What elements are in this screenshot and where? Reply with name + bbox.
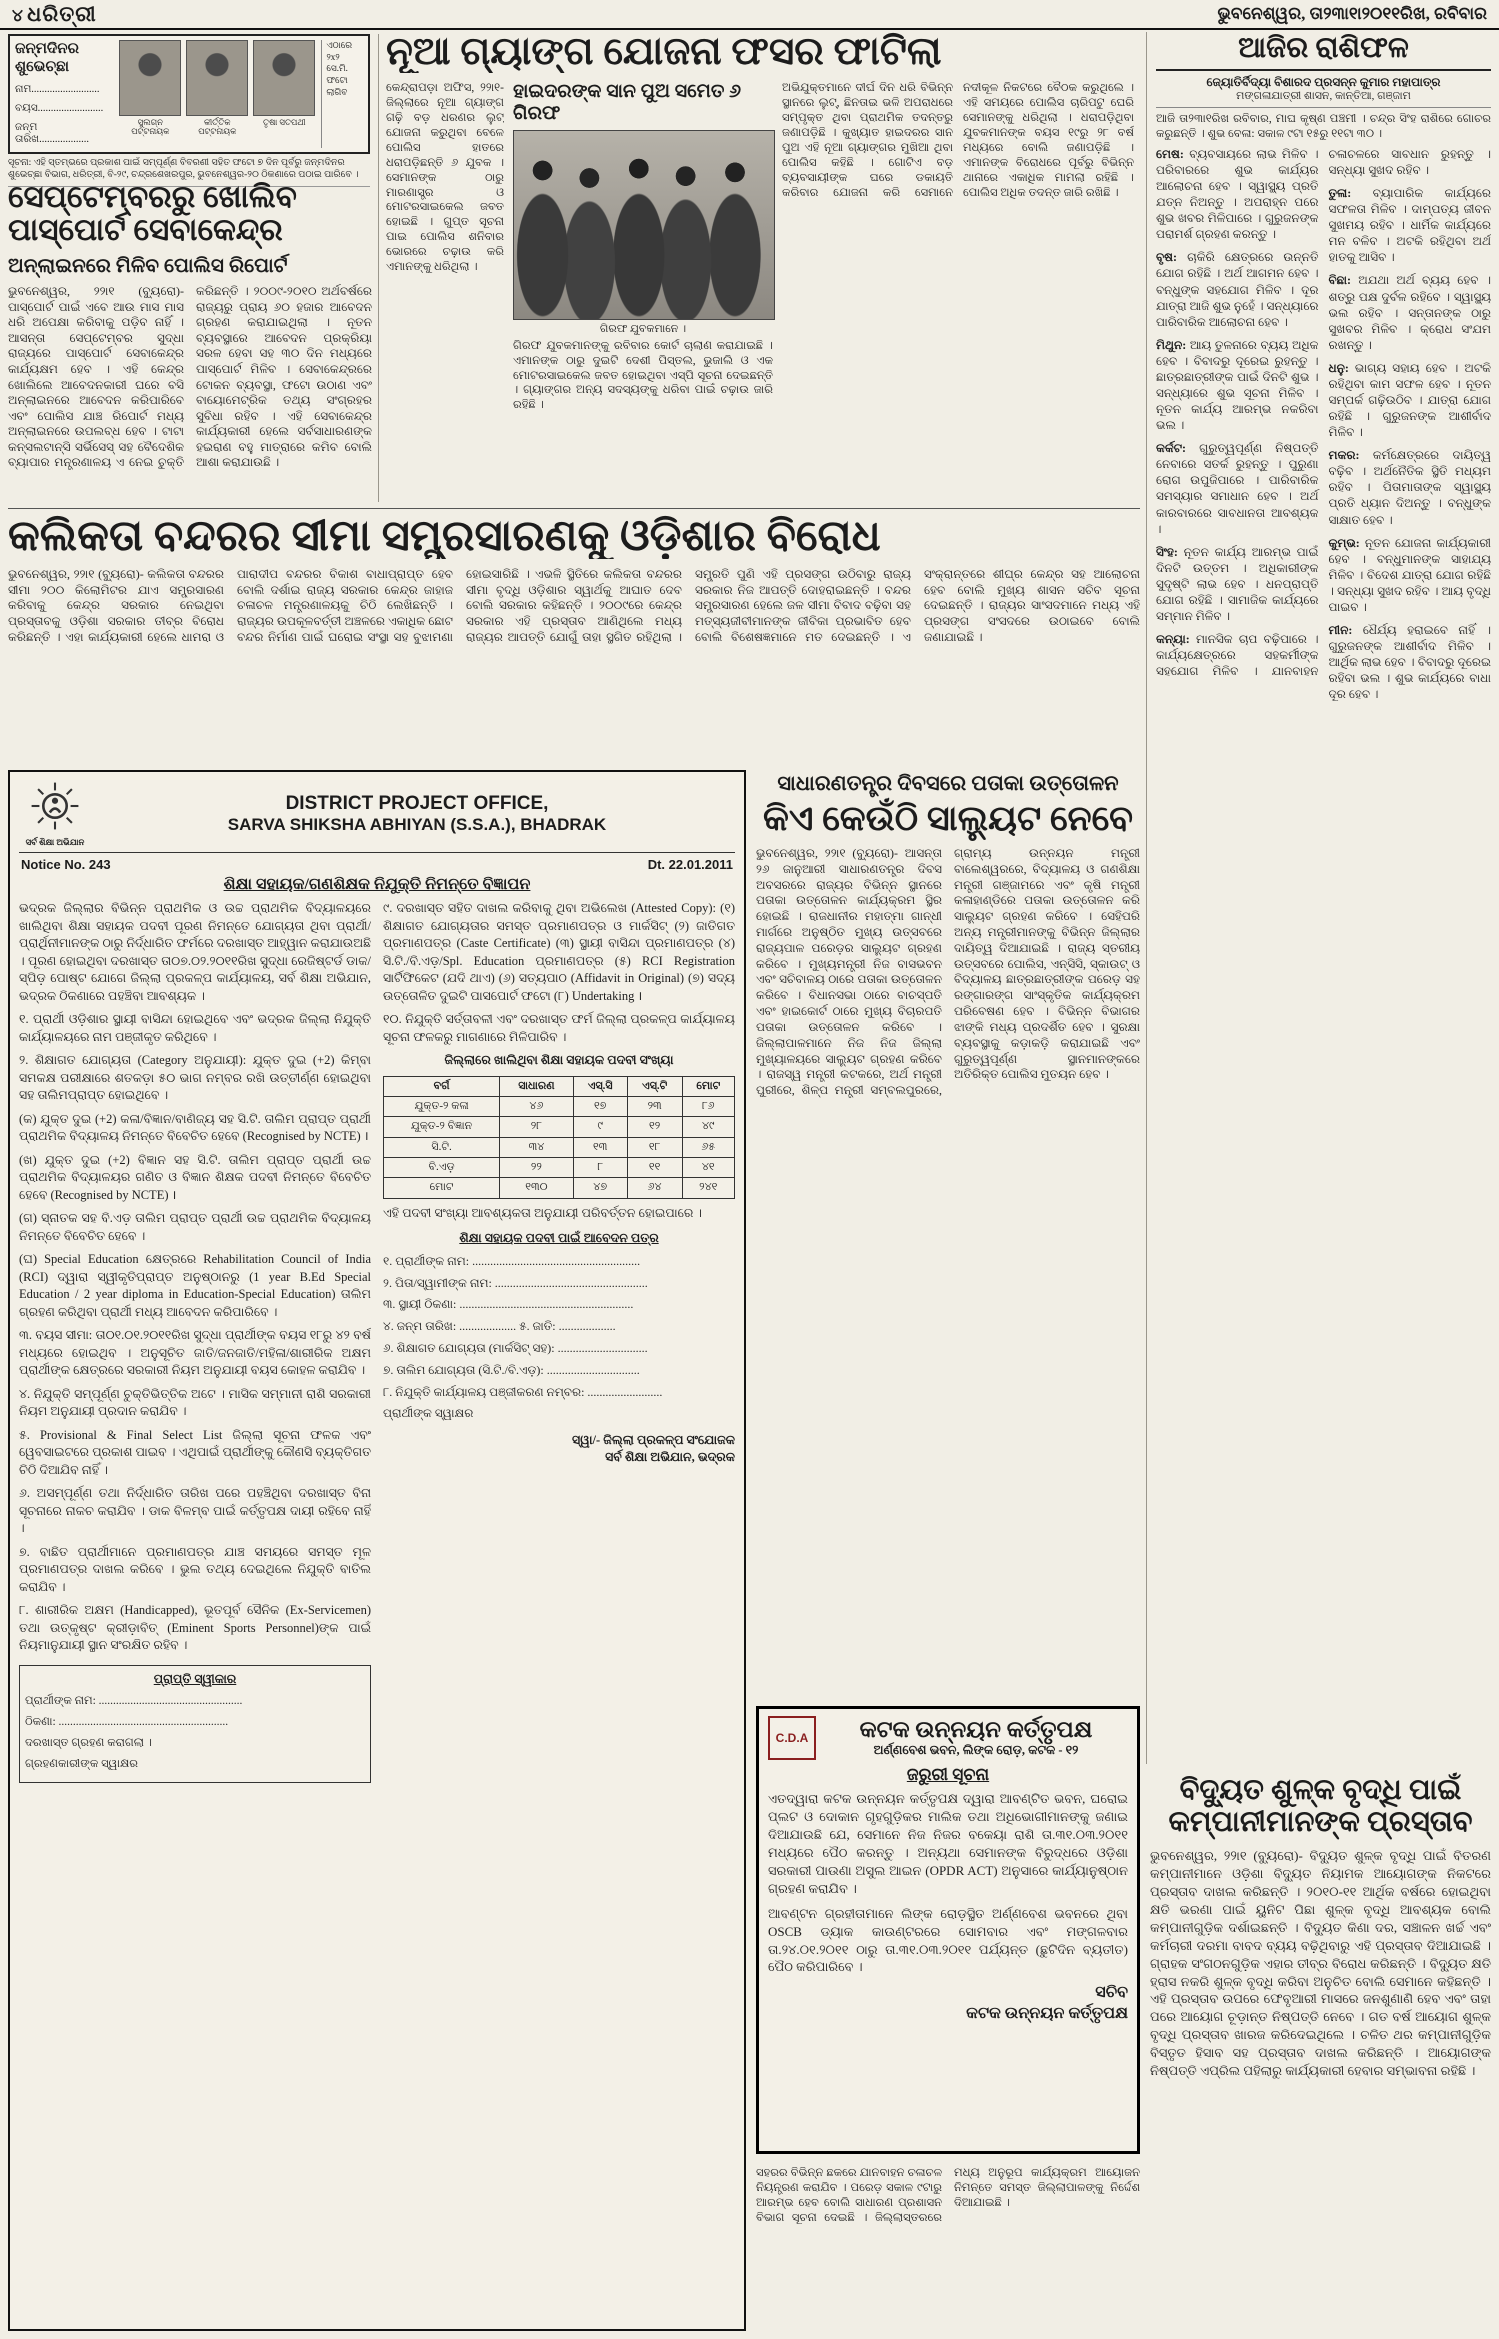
vacancy-table-row: ମୋଟ ୧୩୦ ୪୭ ୬୪ ୨୪୧	[384, 1178, 735, 1198]
ssa-paragraph: ୭. ବାଛିତ ପ୍ରାର୍ଥୀମାନେ ପ୍ରମାଣପତ୍ର ଯାଞ୍ଚ ସମୟରେ ସମସ୍ତ ମୂଳ ପ୍ରମାଣପତ୍ର ଦାଖଲ କରିବେ । ଭୁଲ ତଥ୍ୟ ଦେଇଥିଲେ ନିଯୁକ୍ତି ବାତିଲ କରାଯିବ ।	[19, 1544, 371, 1594]
ssa-paragraph: (କ) ଯୁକ୍ତ ଦୁଇ (+2) କଳା/ବିଜ୍ଞାନ/ବାଣିଜ୍ୟ ସହ ସି.ଟି. ତାଲିମ ପ୍ରାପ୍ତ ପ୍ରାର୍ଥୀ ପ୍ରାଥମିକ ବିଦ୍ୟାଳୟ ନିମନ୍ତେ ବିବେଚିତ ହେବେ (Recognised by NCTE) ।	[19, 1111, 371, 1143]
horoscope-sign-entry	[1156, 337, 1319, 433]
zodiac-sign-text: ଭାଗ୍ୟ ସହାୟ ହେବ । ଅଟକି ରହିଥିବା କାମ ସଫଳ ହେବ । ନୂତନ ସମ୍ପର୍କ ଗଢ଼ିଉଠିବ । ଯାତ୍ରା ଯୋଗ ରହିଛି । ଗୁରୁଜନଙ୍କ ଆଶୀର୍ବାଦ ମିଳିବ ।	[1328, 360, 1491, 440]
ssa-paragraph: ୧. ପ୍ରାର୍ଥୀ ଓଡ଼ିଶାର ସ୍ଥାୟୀ ବାସିନ୍ଦା ହୋଇଥିବେ ଏବଂ ଭଦ୍ରକ ଜିଲ୍ଲା ନିଯୁକ୍ତି କାର୍ଯ୍ୟାଳୟରେ ନାମ ପଞ୍ଜୀକୃତ କରିଥିବେ ।	[19, 1012, 371, 1044]
port-article	[8, 514, 1140, 755]
ssa-paragraph: ୬. ଅସମ୍ପୂର୍ଣ୍ଣ ତଥା ନିର୍ଦ୍ଧାରିତ ତାରିଖ ପରେ ପହଞ୍ଚିଥିବା ଦରଖାସ୍ତ ବିନା ସୂଚନାରେ ନାକଚ କରାଯିବ । ଡାକ ବିଳମ୍ବ ପାଇଁ କର୍ତ୍ତୃପକ୍ଷ ଦାୟୀ ରହିବେ ନାହିଁ ।	[19, 1486, 371, 1535]
ssa-signature-line2: ସର୍ବ ଶିକ୍ଷା ଅଭିଯାନ, ଭଦ୍ରକ	[605, 1450, 735, 1465]
cda-paragraph: ଏତଦ୍ୱାରା କଟକ ଉନ୍ନୟନ କର୍ତ୍ତୃପକ୍ଷ ଦ୍ୱାରା ଆବଣ୍ଟିତ ଭବନ, ଘରୋଇ ପ୍ଲଟ ଓ ଦୋକାନ ଗୃହଗୁଡ଼ିକର ମାଲିକ ତଥା ଅଧିଭୋଗୀମାନଙ୍କୁ ଜଣାଇ ଦିଆଯାଉଛି ଯେ, ସେମାନେ ନିଜ ନିଜର ବକେୟା ରାଶି ତା.୩୧.୦୩.୨୦୧୧ ମଧ୍ୟରେ ପୈଠ କରନ୍ତୁ । ଅନ୍ୟଥା ସେମାନଙ୍କ ବିରୁଦ୍ଧରେ ଓଡ଼ିଶା ସରକାରୀ ପାଉଣା ଅସୁଲ ଆଇନ (OPDR ACT) ଅନୁସାରେ କାର୍ଯ୍ୟାନୁଷ୍ଠାନ ଗ୍ରହଣ କରାଯିବ ।	[768, 1791, 1128, 1896]
vacancy-table-row: ଯୁକ୍ତ-୨ ବିଜ୍ଞାନ ୨୮ ୯ ୧୨ ୪୯	[384, 1117, 735, 1137]
birthday-photos	[119, 40, 315, 148]
ssa-paragraph: ୮. ଶାରୀରିକ ଅକ୍ଷମ (Handicapped), ଭୂତପୂର୍ବ ସୈନିକ (Ex-Servicemen) ତଥା ଉତ୍କୃଷ୍ଟ କ୍ରୀଡ଼ାବିତ୍ (Eminent Sports Personnel)ଙ୍କ ପାଇଁ ନିୟମାନୁଯାୟୀ ସ୍ଥାନ ସଂରକ୍ଷିତ ରହିବ ।	[19, 1603, 371, 1652]
ssa-header	[19, 780, 735, 853]
cda-signature-line1: ସଚିବ	[1095, 1984, 1128, 2002]
gang-article	[386, 32, 1142, 489]
vacancy-table-note: ଏହି ପଦବୀ ସଂଖ୍ୟା ଆବଶ୍ୟକତା ଅନୁଯାୟୀ ପରିବର୍ତ୍ତନ ହୋଇପାରେ ।	[383, 1205, 703, 1220]
ssa-paragraph: ୪. ନିଯୁକ୍ତି ସମ୍ପୂର୍ଣ୍ଣ ଚୁକ୍ତିଭିତ୍ତିକ ଅଟେ । ମାସିକ ସମ୍ମାନୀ ରାଶି ସରକାରୀ ନିୟମ ଅନୁଯାୟୀ ପ୍ରଦାନ କରାଯିବ ।	[19, 1386, 371, 1418]
acknowledgement-title: ପ୍ରାପ୍ତି ସ୍ୱୀକାର	[153, 1671, 237, 1686]
horoscope-section	[1146, 32, 1491, 1764]
port-body: ଭୁବନେଶ୍ୱର, ୨୨ା୧ (ବ୍ୟୁରୋ)- କଲିକତା ବନ୍ଦରର ସୀମା ୨୦୦ କିଲୋମିଟର ଯାଏ ସମ୍ପ୍ରସାରଣ କରିବାକୁ କେନ୍ଦ୍ର ସରକାର ନେଇଥିବା ପ୍ରସ୍ତାବକୁ ଓଡ଼ିଶା ସରକାର ତୀବ୍ର ବିରୋଧ କରିଛନ୍ତି । ଏହା କାର୍ଯ୍ୟକାରୀ ହେଲେ ଧାମରା ଓ ପାରାଦୀପ ବନ୍ଦରର ବିକାଶ ବାଧାପ୍ରାପ୍ତ ହେବ ବୋଲି ଦର୍ଶାଇ ରାଜ୍ୟ ସରକାର କେନ୍ଦ୍ର ଜାହାଜ ଚଳାଚଳ ମନ୍ତ୍ରଣାଳୟକୁ ଚିଠି ଲେଖିଛନ୍ତି । ରାଜ୍ୟର ଉପକୂଳବର୍ତ୍ତୀ ଅଞ୍ଚଳରେ ଏକାଧିକ ଛୋଟ ବନ୍ଦର ନିର୍ମାଣ ପାଇଁ ଘରୋଇ ସଂସ୍ଥା ସହ ବୁଝାମଣା ହୋଇସାରିଛି । ଏଭଳି ସ୍ଥିତିରେ କଲିକତା ବନ୍ଦରର ସୀମା ବୃଦ୍ଧି ଓଡ଼ିଶାର ସ୍ୱାର୍ଥକୁ ଆଘାତ ଦେବ ବୋଲି ସରକାର କହିଛନ୍ତି । ୨୦୦୯ରେ କେନ୍ଦ୍ର ସରକାର ଏହି ପ୍ରସ୍ତାବ ଆଣିଥିଲେ ମଧ୍ୟ ରାଜ୍ୟର ଆପତ୍ତି ଯୋଗୁଁ ତାହା ସ୍ଥଗିତ ରହିଥିଲା । ସମ୍ପ୍ରତି ପୁଣି ଏହି ପ୍ରସଙ୍ଗ ଉଠିବାରୁ ରାଜ୍ୟ ସରକାର ନିଜ ଆପତ୍ତି ଦୋହରାଇଛନ୍ତି । ବନ୍ଦର ସମ୍ପ୍ରସାରଣ ହେଲେ ଜଳ ସୀମା ବିବାଦ ବଢ଼ିବା ସହ ମତ୍ସ୍ୟଜୀବୀମାନଙ୍କ ଜୀବିକା ପ୍ରଭାବିତ ହେବ ବୋଲି ବିଶେଷଜ୍ଞମାନେ ମତ ଦେଇଛନ୍ତି । ଏ ସଂକ୍ରାନ୍ତରେ ଶୀଘ୍ର କେନ୍ଦ୍ର ସହ ଆଲୋଚନା ହେବ ବୋଲି ମୁଖ୍ୟ ଶାସନ ସଚିବ ସୂଚନା ଦେଇଛନ୍ତି । ରାଜ୍ୟର ସାଂସଦମାନେ ମଧ୍ୟ ଏହି ପ୍ରସଙ୍ଗ ସଂସଦରେ ଉଠାଇବେ ବୋଲି ଜଣାଯାଇଛି ।	[8, 567, 1140, 644]
application-form-line: ୧. ପ୍ରାର୍ଥୀଙ୍କ ନାମ: ........................................................	[383, 1253, 641, 1268]
zodiac-sign-name: ମେଷ:	[1156, 146, 1184, 161]
astrologer-address: ମଙ୍ଗଳାଯାତ୍ରୀ ଶାସନ, କାନ୍ତିଆ, ଗଞ୍ଜାମ	[1156, 90, 1491, 108]
birthday-photo-caption: ସୁଲଗ୍ନ ପଟ୍ଟନାୟକ	[131, 117, 170, 137]
birthday-field: ବୟସ.........................	[15, 103, 104, 114]
salute-headline: କିଏ କେଉଁଠି ସାଲ୍ୟୁଟ ନେବେ	[762, 799, 1134, 839]
zodiac-sign-text: ଅଯଥା ଅର୍ଥ ବ୍ୟୟ ହେବ । ଶତ୍ରୁ ପକ୍ଷ ଦୁର୍ବଳ ରହିବେ । ସ୍ୱାସ୍ଥ୍ୟ ଭଲ ରହିବ । ସନ୍ତାନଙ୍କ ଠାରୁ ସୁଖବର ମିଳିବ । କ୍ରୋଧ ସଂଯମ ରଖନ୍ତୁ ।	[1328, 273, 1491, 352]
birthday-photo-caption: ତୃଷା ସତପଥୀ	[263, 117, 306, 127]
horoscope-sign-entry	[1329, 622, 1492, 702]
horoscope-sign-entry	[1156, 440, 1319, 536]
astrologer-name: ଜ୍ୟୋତିର୍ବିଦ୍ୟା ବିଶାରଦ ପ୍ରସନ୍ନ କୁମାର ମହାପାତ୍ର	[1206, 75, 1441, 89]
ssa-column-right	[383, 900, 735, 2280]
birthday-photo-item	[119, 40, 181, 148]
zodiac-sign-name: କୁମ୍ଭ:	[1328, 535, 1360, 550]
ssa-paragraph: ଭଦ୍ରକ ଜିଲ୍ଲାର ବିଭିନ୍ନ ପ୍ରାଥମିକ ଓ ଉଚ୍ଚ ପ୍ରାଥମିକ ବିଦ୍ୟାଳୟରେ ଖାଲିଥିବା ଶିକ୍ଷା ସହାୟକ ପଦବୀ ପୂରଣ ନିମନ୍ତେ ଯୋଗ୍ୟତା ଥିବା ପ୍ରାର୍ଥୀ/ପ୍ରାର୍ଥିନୀମାନଙ୍କ ଠାରୁ ନିର୍ଦ୍ଧାରିତ ଫର୍ମରେ ଦରଖାସ୍ତ ଆହ୍ୱାନ କରାଯାଉଅଛି । ପୂରଣ ହୋଇଥିବା ଦରଖାସ୍ତ ତା୦୭.୦୨.୨୦୧୧ରିଖ ସୁଦ୍ଧା ରେଜିଷ୍ଟର୍ଡ ଡାକ/ସ୍ପିଡ଼ ପୋଷ୍ଟ ଯୋଗେ ଜିଲ୍ଲା ପ୍ରକଳ୍ପ କାର୍ଯ୍ୟାଳୟ, ସର୍ବ ଶିକ୍ଷା ଅଭିଯାନ, ଭଦ୍ରକ ଠିକଣାରେ ପହଞ୍ଚିବା ଆବଶ୍ୟକ ।	[19, 901, 371, 1003]
port-headline: କଲିକତା ବନ୍ଦରର ସୀମା ସମ୍ପ୍ରସାରଣକୁ ଓଡ଼ିଶାର ବିରୋଧ	[8, 514, 881, 560]
horoscope-title: ଆଜିର ରାଶିଫଳ	[1156, 32, 1491, 71]
gang-body-below-photo: ଗିରଫ ଯୁବକମାନଙ୍କୁ ରବିବାର କୋର୍ଟ ଚାଲାଣ କରାଯାଇଛି । ଏମାନଙ୍କ ଠାରୁ ଦୁଇଟି ଦେଶୀ ପିସ୍ତଲ, ଭୁଜାଲି ଓ ଏକ ମୋଟରସାଇକେଲ ଜବତ ହୋଇଥିବା ଏସ୍‌ପି ସୂଚନା ଦେଇଛନ୍ତି । ଗ୍ୟାଙ୍ଗର ଅନ୍ୟ ସଦସ୍ୟଙ୍କୁ ଧରିବା ପାଇଁ ଚଢ଼ାଉ ଜାରି ରହିଛି ।	[513, 339, 773, 412]
horoscope-sign-entry	[1329, 185, 1492, 265]
acknowledgement-lines	[25, 1693, 365, 1772]
vacancy-table	[383, 1076, 735, 1199]
ssa-logo-icon	[29, 780, 81, 832]
salute-kicker: ସାଧାରଣତନ୍ତ୍ର ଦିବସରେ ପତାକା ଉତ୍ତୋଳନ	[777, 771, 1119, 795]
horoscope-sign-entry	[1329, 535, 1492, 615]
ssa-column-left	[19, 900, 371, 2280]
application-form-lines	[383, 1253, 735, 1422]
acknowledgement-line: ପ୍ରାର୍ଥୀଙ୍କ ନାମ: ..................................................	[25, 1695, 243, 1707]
ssa-paragraph: (ଗ) ସ୍ନାତକ ସହ ବି.ଏଡ଼ ତାଲିମ ପ୍ରାପ୍ତ ପ୍ରାର୍ଥୀ ଉଚ୍ଚ ପ୍ରାଥମିକ ବିଦ୍ୟାଳୟ ନିମନ୍ତେ ବିବେଚିତ ହେବେ ।	[19, 1211, 371, 1243]
ssa-paragraph: ୯. ଦରଖାସ୍ତ ସହିତ ଦାଖଲ କରିବାକୁ ଥିବା ଅଭିଲେଖ (Attested Copy): (୧) ଶିକ୍ଷାଗତ ଯୋଗ୍ୟତାର ସମସ୍ତ ପ୍ରମାଣପତ୍ର ଓ ମାର୍କସିଟ୍ (୨) ଜାତିଗତ ପ୍ରମାଣପତ୍ର (Caste Certificate) (୩) ସ୍ଥାୟୀ ବାସିନ୍ଦା ପ୍ରମାଣପତ୍ର (୪) ସି.ଟି./ବି.ଏଡ଼/Spl. Education ପ୍ରମାଣପତ୍ର (୫) RCI Registration ସାର୍ଟିଫିକେଟ (ଯଦି ଥାଏ) (୬) ସତ୍ୟପାଠ (Affidavit in Original) (୭) ସଦ୍ୟ ଉତ୍ତୋଳିତ ଦୁଇଟି ପାସପୋର୍ଟ ଫଟୋ (୮) Undertaking ।	[383, 901, 735, 1003]
birthday-field: ନାମ..........................	[15, 84, 100, 95]
cda-header	[768, 1716, 1128, 1760]
cda-paragraph: ଆବଣ୍ଟନ ଗ୍ରହୀତାମାନେ ଲିଙ୍କ ରୋଡ଼ସ୍ଥିତ ଅର୍ଣ୍ଣବେଶ ଭବନରେ ଥିବା OSCB ଡ୍ୟାକ କାଉଣ୍ଟରରେ ସୋମବାର ଏବଂ ମଙ୍ଗଳବାର ତା.୨୪.୦୧.୨୦୧୧ ଠାରୁ ତା.୩୧.୦୩.୨୦୧୧ ପର୍ଯ୍ୟନ୍ତ (ଛୁଟିଦିନ ବ୍ୟତୀତ) ପୈଠ କରିପାରିବେ ।	[768, 1905, 1128, 1975]
acknowledgement-line: ଦରଖାସ୍ତ ଗ୍ରହଣ କରାଗଲା ।	[25, 1737, 152, 1750]
ssa-paragraph: (ଘ) Special Education କ୍ଷେତ୍ରରେ Rehabilitation Council of India (RCI) ଦ୍ୱାରା ସ୍ୱୀକୃତିପ୍ରାପ୍ତ ଅନୁଷ୍ଠାନରୁ (1 year B.Ed Special Education / 2 year diploma in Education-Special Education) ତାଲିମ ଗ୍ରହଣ କରିଥିବା ପ୍ରାର୍ଥୀ ମଧ୍ୟ ଆବେଦନ କରିପାରିବେ ।	[19, 1252, 371, 1319]
ssa-recruitment-notice	[8, 770, 746, 2331]
birthday-form	[15, 40, 113, 148]
zodiac-sign-text: ଚାକିରି କ୍ଷେତ୍ରରେ ଉନ୍ନତି ଯୋଗ ରହିଛି । ଅର୍ଥ ଆଗମନ ହେବ । ବନ୍ଧୁଙ୍କ ସହଯୋଗ ମିଳିବ । ଦୂର ଯାତ୍ରା ଆଜି ଶୁଭ ନୁହେଁ । ସନ୍ଧ୍ୟାରେ ପାରିବାରିକ ଆଲୋଚନା ହେବ ।	[1156, 250, 1319, 329]
ssa-notice-date: Dt. 22.01.2011	[647, 857, 733, 872]
zodiac-sign-text: ମାନସିକ ଚାପ ବଢ଼ିପାରେ । କାର୍ଯ୍ୟକ୍ଷେତ୍ରରେ ସହକର୍ମୀଙ୍କ ସହଯୋଗ ମିଳିବ । ଯାନବାହନ ଚଳାଚଳରେ ସାବଧାନ ରୁହନ୍ତୁ । ସନ୍ଧ୍ୟା ସୁଖଦ ରହିବ ।	[1156, 146, 1491, 679]
gang-column-left: କେନ୍ଦ୍ରାପଡ଼ା ଅଫିସ, ୨୨ା୧- ଜିଲ୍ଲାରେ ନୂଆ ଗ୍ୟାଙ୍ଗ ଗଢ଼ି ବଡ଼ ଧରଣର ଲୁଟ୍ ଯୋଜନା କରୁଥିବା ବେଳେ ପୋଲିସ ହାତରେ ଧରାପଡ଼ିଛନ୍ତି ୬ ଯୁବକ । ସେମାନଙ୍କ ଠାରୁ ମାରଣାସ୍ତ୍ର ଓ ମୋଟରସାଇକେଲ ଜବତ ହୋଇଛି । ଗୁପ୍ତ ସୂଚନା ପାଇ ପୋଲିସ ଶନିବାର ଭୋରରେ ଚଢ଼ାଉ କରି ଏମାନଙ୍କୁ ଧରିଥିଲା ।	[386, 81, 504, 274]
gang-column-center	[513, 81, 773, 489]
ssa-signature-line1: ସ୍ୱା/- ଜିଲ୍ଲା ପ୍ରକଳ୍ପ ସଂଯୋଜକ	[572, 1433, 735, 1448]
power-body: ଭୁବନେଶ୍ୱର, ୨୨ା୧ (ବ୍ୟୁରୋ)- ବିଦ୍ୟୁତ ଶୁଳ୍କ ବୃଦ୍ଧି ପାଇଁ ବିତରଣ କମ୍ପାନୀମାନେ ଓଡ଼ିଶା ବିଦ୍ୟୁତ ନିୟାମକ ଆୟୋଗଙ୍କ ନିକଟରେ ପ୍ରସ୍ତାବ ଦାଖଲ କରିଛନ୍ତି । ୨୦୧୦-୧୧ ଆର୍ଥିକ ବର୍ଷରେ ହୋଇଥିବା କ୍ଷତି ଭରଣା ପାଇଁ ୟୁନିଟ ପିଛା ଶୁଳ୍କ ବୃଦ୍ଧି ଆବଶ୍ୟକ ବୋଲି କମ୍ପାନୀଗୁଡ଼ିକ ଦର୍ଶାଇଛନ୍ତି । ବିଦ୍ୟୁତ କିଣା ଦର, ସଞ୍ଚାଳନ ଖର୍ଚ୍ଚ ଏବଂ କର୍ମଚାରୀ ଦରମା ବାବଦ ବ୍ୟୟ ବଢ଼ିଥିବାରୁ ଏହି ପ୍ରସ୍ତାବ ଦିଆଯାଇଛି । ଗ୍ରାହକ ସଂଗଠନଗୁଡ଼ିକ ଏହାର ତୀବ୍ର ବିରୋଧ କରିଛନ୍ତି । ବିଦ୍ୟୁତ କ୍ଷତି ହ୍ରାସ ନକରି ଶୁଳ୍କ ବୃଦ୍ଧି କରିବା ଅନୁଚିତ ବୋଲି ସେମାନେ କହିଛନ୍ତି । ଏହି ପ୍ରସ୍ତାବ ଉପରେ ଫେବୃଆରୀ ମାସରେ ଜନଶୁଣାଣି ହେବ ଏବଂ ତାହା ପରେ ଆୟୋଗ ଚୂଡ଼ାନ୍ତ ନିଷ୍ପତ୍ତି ନେବେ । ଗତ ବର୍ଷ ଆୟୋଗ ଶୁଳ୍କ ବୃଦ୍ଧି ପ୍ରସ୍ତାବ ଖାରଜ କରିଦେଇଥିଲେ । ଚଳିତ ଥର କମ୍ପାନୀଗୁଡ଼ିକ ବିସ୍ତୃତ ହିସାବ ସହ ପ୍ରସ୍ତାବ ଦାଖଲ କରିଛନ୍ତି । ଆୟୋଗଙ୍କ ନିଷ୍ପତ୍ତି ଏପ୍ରିଲ ପହିଲାରୁ କାର୍ଯ୍ୟକାରୀ ହେବାର ସମ୍ଭାବନା ରହିଛି ।	[1150, 1847, 1491, 2079]
ssa-logo	[19, 780, 91, 848]
salute-body: ଭୁବନେଶ୍ୱର, ୨୨ା୧ (ବ୍ୟୁରୋ)- ଆସନ୍ତା ୨୬ ଜାନୁଆରୀ ସାଧାରଣତନ୍ତ୍ର ଦିବସ ଅବସରରେ ରାଜ୍ୟର ବିଭିନ୍ନ ସ୍ଥାନରେ ପତାକା ଉତ୍ତୋଳନ କାର୍ଯ୍ୟକ୍ରମ ସ୍ଥିର ହୋଇଛି । ରାଜଧାନୀର ମହାତ୍ମା ଗାନ୍ଧୀ ମାର୍ଗରେ ଅନୁଷ୍ଠିତ ମୁଖ୍ୟ ଉତ୍ସବରେ ରାଜ୍ୟପାଳ ପରେଡ଼ର ସାଲ୍ୟୁଟ ଗ୍ରହଣ କରିବେ । ମୁଖ୍ୟମନ୍ତ୍ରୀ ନିଜ ବାସଭବନ ଏବଂ ସଚିବାଳୟ ଠାରେ ପତାକା ଉତ୍ତୋଳନ କରିବେ । ବିଧାନସଭା ଠାରେ ବାଚସ୍ପତି ଏବଂ ହାଇକୋର୍ଟ ଠାରେ ମୁଖ୍ୟ ବିଚାରପତି ପତାକା ଉତ୍ତୋଳନ କରିବେ । ଜିଲ୍ଲାପାଳମାନେ ନିଜ ନିଜ ଜିଲ୍ଲା ମୁଖ୍ୟାଳୟରେ ସାଲ୍ୟୁଟ ଗ୍ରହଣ କରିବେ । ରାଜସ୍ୱ ମନ୍ତ୍ରୀ କଟକରେ, ଅର୍ଥ ମନ୍ତ୍ରୀ ପୁରୀରେ, ଶିଳ୍ପ ମନ୍ତ୍ରୀ ସମ୍ବଲପୁରରେ, ଗ୍ରାମ୍ୟ ଉନ୍ନୟନ ମନ୍ତ୍ରୀ ବାଲେଶ୍ୱରରେ, ବିଦ୍ୟାଳୟ ଓ ଗଣଶିକ୍ଷା ମନ୍ତ୍ରୀ ଗଞ୍ଜାମରେ ଏବଂ କୃଷି ମନ୍ତ୍ରୀ କଳାହାଣ୍ଡିରେ ପତାକା ଉତ୍ତୋଳନ କରି ସାଲ୍ୟୁଟ ଗ୍ରହଣ କରିବେ । ସେହିପରି ଅନ୍ୟ ମନ୍ତ୍ରୀମାନଙ୍କୁ ବିଭିନ୍ନ ଜିଲ୍ଲାର ଦାୟିତ୍ୱ ଦିଆଯାଇଛି । ରାଜ୍ୟ ସ୍ତରୀୟ ଉତ୍ସବରେ ପୋଲିସ, ଏନ୍‌ସିସି, ସ୍କାଉଟ୍ ଓ ବିଦ୍ୟାଳୟ ଛାତ୍ରଛାତ୍ରୀଙ୍କ ପରେଡ଼ ସହ ରଙ୍ଗାରଙ୍ଗ ସାଂସ୍କୃତିକ କାର୍ଯ୍ୟକ୍ରମ ପରିବେଷଣ ହେବ । ବିଭିନ୍ନ ବିଭାଗର ଝାଙ୍କି ମଧ୍ୟ ପ୍ରଦର୍ଶିତ ହେବ । ସୁରକ୍ଷା ବ୍ୟବସ୍ଥାକୁ କଡ଼ାକଡ଼ି କରାଯାଇଛି ଏବଂ ଗୁରୁତ୍ୱପୂର୍ଣ୍ଣ ସ୍ଥାନମାନଙ୍କରେ ଅତିରିକ୍ତ ପୋଲିସ ମୁତୟନ ହେବ ।	[756, 845, 1140, 1098]
page-number: ୪	[12, 5, 23, 25]
ssa-col2-paragraphs	[383, 900, 735, 1046]
zodiac-sign-name: ସିଂହ:	[1156, 544, 1178, 559]
horoscope-sign-entry	[1156, 146, 1319, 242]
masthead	[0, 0, 1499, 30]
application-form-line: ୬. ଶିକ୍ଷାଗତ ଯୋଗ୍ୟତା (ମାର୍କସିଟ୍ ସହ): ..............................	[383, 1341, 648, 1356]
ssa-notice-number: Notice No. 243	[21, 857, 111, 872]
birthday-photo	[253, 40, 315, 116]
zodiac-sign-text: ଗୁରୁତ୍ୱପୂର୍ଣ୍ଣ ନିଷ୍ପତ୍ତି ନେବାରେ ସତର୍କ ରୁହନ୍ତୁ । ପୁରୁଣା ରୋଗ ଉପୁଜିପାରେ । ପାରିବାରିକ ସମସ୍ୟାର ସମାଧାନ ହେବ । ଅର୍ଥ କାରବାରରେ ସାବଧାନତା ଆବଶ୍ୟକ ।	[1156, 441, 1319, 536]
application-form-line: ୩. ସ୍ଥାୟୀ ଠିକଣା: ..........................................................	[383, 1297, 634, 1312]
vacancy-table-header: ଏସ୍.ସି	[573, 1076, 627, 1096]
ssa-paragraph: ୧୦. ନିଯୁକ୍ତି ସର୍ତ୍ତାବଳୀ ଏବଂ ଦରଖାସ୍ତ ଫର୍ମ ଜିଲ୍ଲା ପ୍ରକଳ୍ପ କାର୍ଯ୍ୟାଳୟ ସୂଚନା ଫଳକରୁ ମାଗଣାରେ ମିଳିପାରିବ ।	[383, 1012, 735, 1044]
birthday-photo-item	[253, 40, 315, 148]
ssa-notice-line	[21, 857, 733, 872]
birthday-photo	[119, 40, 181, 116]
birthday-photo-note: ଏଠାରେ ୨x୨ ସେ.ମି. ଫଟୋ ଲାଗିବ	[321, 40, 363, 148]
birthday-footnote: ସୂଚନା: ଏହି ସ୍ତମ୍ଭରେ ପ୍ରକାଶ ପାଇଁ ସମ୍ପୂର୍ଣ୍ଣ ବିବରଣୀ ସହିତ ଫଟୋ ୭ ଦିନ ପୂର୍ବରୁ ଜନ୍ମଦିନର ଶୁଭେଚ୍ଛା ବିଭାଗ, ଧରିତ୍ରୀ, ବି-୨୯, ଚନ୍ଦ୍ରଶେଖରପୁର, ଭୁବନେଶ୍ୱର-୨୦ ଠିକଣାରେ ପଠାଇ ପାରିବେ ।	[8, 158, 370, 187]
ssa-office-line1: DISTRICT PROJECT OFFICE,	[285, 793, 549, 814]
zodiac-sign-name: କନ୍ୟା:	[1156, 632, 1190, 647]
zodiac-sign-text: କର୍ମକ୍ଷେତ୍ରରେ ଦାୟିତ୍ୱ ବଢ଼ିବ । ଅର୍ଥନୈତିକ ସ୍ଥିତି ମଧ୍ୟମ ରହିବ । ପିତାମାତାଙ୍କ ସ୍ୱାସ୍ଥ୍ୟ ପ୍ରତି ଧ୍ୟାନ ଦିଅନ୍ତୁ । ବନ୍ଧୁଙ୍କ ସାକ୍ଷାତ ହେବ ।	[1328, 448, 1491, 527]
ssa-col1-paragraphs	[19, 900, 371, 1655]
application-form-line: ପ୍ରାର୍ଥୀଙ୍କ ସ୍ୱାକ୍ଷର	[383, 1406, 474, 1421]
salute-article	[756, 772, 1140, 1628]
zodiac-sign-name: କର୍କଟ:	[1156, 441, 1187, 456]
ssa-office-title	[99, 793, 735, 835]
zodiac-sign-name: ବିଛା:	[1328, 273, 1352, 288]
gang-column-right: ଅଭିଯୁକ୍ତମାନେ ଦୀର୍ଘ ଦିନ ଧରି ବିଭିନ୍ନ ସ୍ଥାନରେ ଲୁଟ୍, ଛିନତାଇ ଭଳି ଅପରାଧରେ ସମ୍ପୃକ୍ତ ଥିବା ପ୍ରାଥମିକ ତଦନ୍ତରୁ ଜଣାପଡ଼ିଛି । କୁଖ୍ୟାତ ହାଇଦରର ସାନ ପୁଅ ଏହି ନୂଆ ଗ୍ୟାଙ୍ଗର ମୁଖିଆ ଥିବା ପୋଲିସ କହିଛି । ଗୋଟିଏ ବଡ଼ ବ୍ୟବସାୟୀଙ୍କ ଘରେ ଡକାୟତି କରିବାର ଯୋଜନା କରି ସେମାନେ ନଦୀକୂଳ ନିକଟରେ ବୈଠକ କରୁଥିଲେ । ଏହି ସମୟରେ ପୋଲିସ ଚାରିପଟୁ ଘେରି ସେମାନଙ୍କୁ ଧରିଥିଲା । ଧରାପଡ଼ିଥିବା ଯୁବକମାନଙ୍କ ବୟସ ୧୯ରୁ ୨୮ ବର୍ଷ ମଧ୍ୟରେ ବୋଲି ଜଣାପଡ଼ିଛି । ଏମାନଙ୍କ ବିରୋଧରେ ପୂର୍ବରୁ ବିଭିନ୍ନ ଥାନାରେ ଏକାଧିକ ମାମଲା ରହିଛି । ପୋଲିସ ଅଧିକ ତଦନ୍ତ ଜାରି ରଖିଛି ।	[782, 81, 1134, 199]
zodiac-sign-text: ନୂତନ କାର୍ଯ୍ୟ ଆରମ୍ଭ ପାଇଁ ଦିନଟି ଉତ୍ତମ । ଅଧିକାରୀଙ୍କ ସୁଦୃଷ୍ଟି ଲାଭ ହେବ । ଧନପ୍ରାପ୍ତି ଯୋଗ ରହିଛି । ସାମାଜିକ କାର୍ଯ୍ୟରେ ସମ୍ମାନ ମିଳିବ ।	[1156, 544, 1319, 623]
horoscope-signs	[1156, 146, 1491, 1712]
zodiac-sign-name: ବୃଷ:	[1156, 250, 1178, 265]
birthday-photo-item	[186, 40, 248, 148]
vacancy-table-title: ଜିଲ୍ଲାରେ ଖାଲିଥିବା ଶିକ୍ଷା ସହାୟକ ପଦବୀ ସଂଖ୍ୟା	[444, 1053, 674, 1067]
acknowledgement-box	[19, 1665, 371, 1784]
application-form-heading: ଶିକ୍ଷା ସହାୟକ ପଦବୀ ପାଇଁ ଆବେଦନ ପତ୍ର	[459, 1231, 659, 1246]
horoscope-sign-entry	[1329, 447, 1492, 527]
ssa-logo-caption: ସର୍ବ ଶିକ୍ଷା ଅଭିଯାନ	[25, 837, 85, 847]
zodiac-sign-text: ଧୈର୍ଯ୍ୟ ହରାଇବେ ନାହିଁ । ଗୁରୁଜନଙ୍କ ଆଶୀର୍ବାଦ ମିଳିବ । ଆର୍ଥିକ ଲାଭ ହେବ । ବିବାଦରୁ ଦୂରେଇ ରହିବା ଭଲ । ଶୁଭ କାର୍ଯ୍ୟରେ ବାଧା ଦୂର ହେବ ।	[1328, 622, 1491, 702]
gang-article-row	[386, 81, 1142, 489]
passport-article	[8, 180, 372, 512]
section-divider	[8, 508, 1140, 509]
cda-logo-text: C.D.A	[775, 1731, 809, 1745]
vacancy-table-row: ଯୁକ୍ତ-୨ କଳା ୪୬ ୧୭ ୨୩ ୮୬	[384, 1096, 735, 1116]
cda-notice-box	[756, 1706, 1140, 2154]
ssa-paragraph: (ଖ) ଯୁକ୍ତ ଦୁଇ (+2) ବିଜ୍ଞାନ ସହ ସି.ଟି. ତାଲିମ ପ୍ରାପ୍ତ ପ୍ରାର୍ଥୀ ଉଚ୍ଚ ପ୍ରାଥମିକ ବିଦ୍ୟାଳୟର ଗଣିତ ଓ ବିଜ୍ଞାନ ଶିକ୍ଷକ ପଦବୀ ନିମନ୍ତେ ବିବେଚିତ ହେବେ (Recognised by NCTE) ।	[19, 1152, 371, 1202]
ssa-notice-heading: ଶିକ୍ଷା ସହାୟକ/ଗଣଶିକ୍ଷକ ନିଯୁକ୍ତି ନିମନ୍ତେ ବିଜ୍ଞାପନ	[223, 876, 531, 893]
application-form-line: ୮. ନିଯୁକ୍ତି କାର୍ଯ୍ୟାଳୟ ପଞ୍ଜୀକରଣ ନମ୍ବର: .........................	[383, 1384, 663, 1399]
cda-signature-line2: କଟକ ଉନ୍ନୟନ କର୍ତ୍ତୃପକ୍ଷ	[966, 2005, 1128, 2023]
ssa-paragraph: ୨. ଶିକ୍ଷାଗତ ଯୋଗ୍ୟତା (Category ଅନୁଯାୟୀ): ଯୁକ୍ତ ଦୁଇ (+2) କିମ୍ବା ସମକକ୍ଷ ପରୀକ୍ଷାରେ ଶତକଡ଼ା ୫୦ ଭାଗ ନମ୍ବର ରଖି ଉତ୍ତୀର୍ଣ୍ଣ ହୋଇଥିବା ସହ ତାଲିମପ୍ରାପ୍ତ ହୋଇଥିବେ ।	[19, 1053, 371, 1102]
birthday-photo	[186, 40, 248, 116]
passport-subhead: ଅନ୍‌ଲାଇନରେ ମିଳିବ ପୋଲିସ ରିପୋର୍ଟ	[8, 254, 288, 277]
vacancy-table-header: ମୋଟ	[682, 1076, 734, 1096]
ssa-columns	[19, 900, 735, 2280]
vacancy-table-row: ବି.ଏଡ଼ ୨୨ ୮ ୧୧ ୪୧	[384, 1158, 735, 1178]
cda-logo	[768, 1716, 816, 1760]
ssa-paragraph: ୩. ବୟସ ସୀମା: ତା୦୧.୦୧.୨୦୧୧ରିଖ ସୁଦ୍ଧା ପ୍ରାର୍ଥୀଙ୍କ ବୟସ ୧୮ରୁ ୪୨ ବର୍ଷ ମଧ୍ୟରେ ହୋଇଥିବ । ଅନୁସୂଚିତ ଜାତି/ଜନଜାତି/ମହିଳା/ଶାରୀରିକ ଅକ୍ଷମ ପ୍ରାର୍ଥୀଙ୍କ କ୍ଷେତ୍ରରେ ସରକାରୀ ନିୟମ ଅନୁଯାୟୀ ବୟସ କୋହଳ କରାଯିବ ।	[19, 1328, 371, 1377]
horoscope-intro: ଆଜି ତା୨୩ା୧ରିଖ ରବିବାର, ମାଘ କୃଷ୍ଣ ପଞ୍ଚମୀ । ଚନ୍ଦ୍ର ସିଂହ ରାଶିରେ ଗୋଚର କରୁଛନ୍ତି । ଶୁଭ ବେଳା: ସକାଳ ୯ଟା ୧୫ରୁ ୧୧ଟା ୩୦ ।	[1156, 113, 1491, 140]
horoscope-sign-entry	[1329, 360, 1492, 440]
salute-article-continuation: ସହରର ବିଭିନ୍ନ ଛକରେ ଯାନବାହନ ଚଳାଚଳ ନିୟନ୍ତ୍ରଣ କରାଯିବ । ପରେଡ଼ ସକାଳ ୯ଟାରୁ ଆରମ୍ଭ ହେବ ବୋଲି ସାଧାରଣ ପ୍ରଶାସନ ବିଭାଗ ସୂଚନା ଦେଇଛି । ଜିଲ୍ଲାସ୍ତରରେ ମଧ୍ୟ ଅନୁରୂପ କାର୍ଯ୍ୟକ୍ରମ ଆୟୋଜନ ନିମନ୍ତେ ସମସ୍ତ ଜିଲ୍ଲାପାଳଙ୍କୁ ନିର୍ଦ୍ଦେଶ ଦିଆଯାଇଛି ।	[756, 2167, 1140, 2224]
vacancy-table-header: ସାଧାରଣ	[500, 1076, 574, 1096]
ssa-signature	[383, 1432, 735, 1466]
vacancy-table-header-row	[384, 1076, 735, 1096]
passport-headline: ସେପ୍ଟେମ୍ବରରୁ ଖୋଲିବ ପାସ୍‌ପୋର୍ଟ ସେବାକେନ୍ଦ୍ର	[8, 179, 297, 248]
acknowledgement-line: ଗ୍ରହଣକାରୀଙ୍କ ସ୍ୱାକ୍ଷର	[25, 1758, 138, 1771]
application-form-line: ୪. ଜନ୍ମ ତାରିଖ: ................... ୫. ଜାତି: ...................	[383, 1319, 616, 1334]
vacancy-table-row: ସି.ଟି. ୩୪ ୧୩ ୧୮ ୬୫	[384, 1137, 735, 1157]
zodiac-sign-text: ନୂତନ ଯୋଜନା କାର୍ଯ୍ୟକାରୀ ହେବ । ବନ୍ଧୁମାନଙ୍କ ସାହାଯ୍ୟ ମିଳିବ । ବିଦେଶ ଯାତ୍ରା ଯୋଗ ରହିଛି । ସନ୍ଧ୍ୟା ସୁଖଦ ରହିବ । ଆୟ ବୃଦ୍ଧି ପାଇବ ।	[1328, 535, 1491, 614]
vacancy-table-header: ବର୍ଗ	[384, 1076, 500, 1096]
zodiac-sign-name: ମୀନ:	[1328, 622, 1353, 637]
zodiac-sign-text: ଆୟ ତୁଳନାରେ ବ୍ୟୟ ଅଧିକ ହେବ । ବିବାଦରୁ ଦୂରେଇ ରୁହନ୍ତୁ । ଛାତ୍ରଛାତ୍ରୀଙ୍କ ପାଇଁ ଦିନଟି ଶୁଭ । ସନ୍ଧ୍ୟାରେ ଶୁଭ ସୂଚନା ମିଳିବ । ନୂତନ କାର୍ଯ୍ୟ ଆରମ୍ଭ ନକରିବା ଭଲ ।	[1156, 337, 1319, 433]
horoscope-sign-entry	[1156, 249, 1319, 329]
application-form-line: ୨. ପିତା/ସ୍ୱାମୀଙ୍କ ନାମ: ...................................................	[383, 1275, 648, 1290]
horoscope-sign-entry	[1329, 272, 1492, 352]
cda-signature	[768, 1983, 1128, 2025]
cda-title-wrap	[824, 1718, 1128, 1757]
arrest-photo	[513, 130, 775, 320]
cda-title: କଟକ ଉନ୍ନୟନ କର୍ତ୍ତୃପକ୍ଷ	[859, 1717, 1093, 1743]
birthday-wishes-box	[8, 34, 370, 154]
gang-headline: ନୂଆ ଗ୍ୟାଙ୍ଗ ଯୋଜନା ଫସର ଫାଟିଲା	[386, 32, 942, 73]
date-line: ଭୁବନେଶ୍ୱର, ତା୨୩ା୧ା୨୦୧୧ରିଖ, ରବିବାର	[1217, 4, 1487, 23]
power-headline: ବିଦ୍ୟୁତ ଶୁଳ୍କ ବୃଦ୍ଧି ପାଇଁ କମ୍ପାନୀମାନଙ୍କ ପ୍ରସ୍ତାବ	[1168, 1774, 1473, 1839]
gang-subhead: ହାଇଦରଙ୍କ ସାନ ପୁଅ ସମେତ ୬ ଗିରଫ	[513, 80, 742, 124]
cda-body	[768, 1790, 1128, 1976]
arrest-photo-caption: ଗିରଫ ଯୁବକମାନେ ।	[599, 322, 687, 335]
birthday-photo-caption: କୀର୍ତ୍ତିକ ପଟ୍ଟନାୟକ	[198, 117, 237, 137]
ssa-paragraph: ୫. Provisional & Final Select List ଜିଲ୍ଲା ସୂଚନା ଫଳକ ଏବଂ ୱେବସାଇଟରେ ପ୍ରକାଶ ପାଇବ । ଏଥିପାଇଁ ପ୍ରାର୍ଥୀଙ୍କୁ କୌଣସି ବ୍ୟକ୍ତିଗତ ଚିଠି ଦିଆଯିବ ନାହିଁ ।	[19, 1427, 371, 1477]
zodiac-sign-text: ବ୍ୟାପାରିକ କାର୍ଯ୍ୟରେ ସଫଳତା ମିଳିବ । ଦାମ୍ପତ୍ୟ ଜୀବନ ସୁଖମୟ ରହିବ । ଧାର୍ମିକ କାର୍ଯ୍ୟରେ ମନ ବଳିବ । ଅଟକି ରହିଥିବା ଅର୍ଥ ହାତକୁ ଆସିବ ।	[1328, 186, 1491, 265]
zodiac-sign-text: ବ୍ୟବସାୟରେ ଲାଭ ମିଳିବ । ପରିବାରରେ ଶୁଭ କାର୍ଯ୍ୟର ଆଲୋଚନା ହେବ । ସ୍ୱାସ୍ଥ୍ୟ ପ୍ରତି ଯତ୍ନ ନିଅନ୍ତୁ । ଅପରାହ୍ନ ପରେ ଶୁଭ ଖବର ମିଳିପାରେ । ଗୁରୁଜନଙ୍କ ପରାମର୍ଶ ଗ୍ରହଣ କରନ୍ତୁ ।	[1156, 146, 1319, 242]
passport-body: ଭୁବନେଶ୍ୱର, ୨୨ା୧ (ବ୍ୟୁରୋ)- ପାସ୍‌ପୋର୍ଟ ପାଇଁ ଏବେ ଆଉ ମାସ ମାସ ଧରି ଅପେକ୍ଷା କରିବାକୁ ପଡ଼ିବ ନାହିଁ । ଆସନ୍ତା ସେପ୍ଟେମ୍ବର ସୁଦ୍ଧା ରାଜ୍ୟରେ ପାସ୍‌ପୋର୍ଟ ସେବାକେନ୍ଦ୍ର କାର୍ଯ୍ୟକ୍ଷମ ହେବ । ଏହି କେନ୍ଦ୍ର ଖୋଲିଲେ ଆବେଦନକାରୀ ଘରେ ବସି ଅନ୍‌ଲାଇନରେ ଆବେଦନ କରିପାରିବେ ଏବଂ ପୋଲିସ ଯାଞ୍ଚ ରିପୋର୍ଟ ମଧ୍ୟ ଅନ୍‌ଲାଇନରେ ଉପଲବ୍ଧ ହେବ । ଟାଟା କନ୍‌ସଲଟାନ୍ସି ସର୍ଭିସେସ୍ ସହ ବୈଦେଶିକ ବ୍ୟାପାର ମନ୍ତ୍ରଣାଳୟ ଏ ନେଇ ଚୁକ୍ତି କରିଛନ୍ତି । ୨୦୦୯-୨୦୧୦ ଅର୍ଥବର୍ଷରେ ରାଜ୍ୟରୁ ପ୍ରାୟ ୬୦ ହଜାର ଆବେଦନ ଗ୍ରହଣ କରାଯାଇଥିଲା । ନୂତନ ବ୍ୟବସ୍ଥାରେ ଆବେଦନ ପ୍ରକ୍ରିୟା ସରଳ ହେବା ସହ ୩୦ ଦିନ ମଧ୍ୟରେ ପାସ୍‌ପୋର୍ଟ ମିଳିବ । ସେବାକେନ୍ଦ୍ରରେ ଟୋକନ ବ୍ୟବସ୍ଥା, ଫଟୋ ଉଠାଣ ଏବଂ ବାୟୋମେଟ୍ରିକ ତଥ୍ୟ ସଂଗ୍ରହର ସୁବିଧା ରହିବ । ଏହି ସେବାକେନ୍ଦ୍ର କାର୍ଯ୍ୟକାରୀ ହେଲେ ସର୍ବସାଧାରଣଙ୍କ ହଇରାଣ ବହୁ ମାତ୍ରାରେ କମିବ ବୋଲି ଆଶା କରାଯାଉଛି ।	[8, 283, 372, 470]
zodiac-sign-name: ତୁଳା:	[1328, 186, 1352, 201]
cda-notice-heading: ଜରୁରୀ ସୂଚନା	[906, 1765, 990, 1784]
vacancy-table-header: ଏସ୍.ଟି	[627, 1076, 682, 1096]
zodiac-sign-name: ଧନୁ:	[1328, 360, 1349, 375]
zodiac-sign-name: ମିଥୁନ:	[1156, 337, 1187, 352]
horoscope-sign-entry	[1156, 544, 1319, 624]
cda-address: ଅର୍ଣ୍ଣବେଶ ଭବନ, ଲିଙ୍କ ରୋଡ଼, କଟକ - ୧୨	[873, 1742, 1079, 1757]
power-tariff-article	[1150, 1774, 1491, 2307]
ssa-office-line2: SARVA SHIKSHA ABHIYAN (S.S.A.), BHADRAK	[227, 815, 607, 834]
birthday-field: ଜନ୍ମ ତାରିଖ...................	[15, 122, 90, 145]
column-rule	[378, 34, 379, 502]
vacancy-table-body	[384, 1096, 735, 1198]
birthday-title: ଜନ୍ମଦିନର ଶୁଭେଚ୍ଛା	[15, 41, 79, 75]
paper-name: ଧରିତ୍ରୀ	[27, 1, 97, 26]
masthead-left	[12, 2, 97, 27]
application-form-line: ୭. ତାଲିମ ଯୋଗ୍ୟତା (ସି.ଟି./ବି.ଏଡ଼): ...............................	[383, 1362, 640, 1377]
birthday-fields	[15, 84, 113, 146]
zodiac-sign-name: ମକର:	[1328, 448, 1360, 463]
acknowledgement-line: ଠିକଣା: ...........................................................	[25, 1716, 229, 1729]
